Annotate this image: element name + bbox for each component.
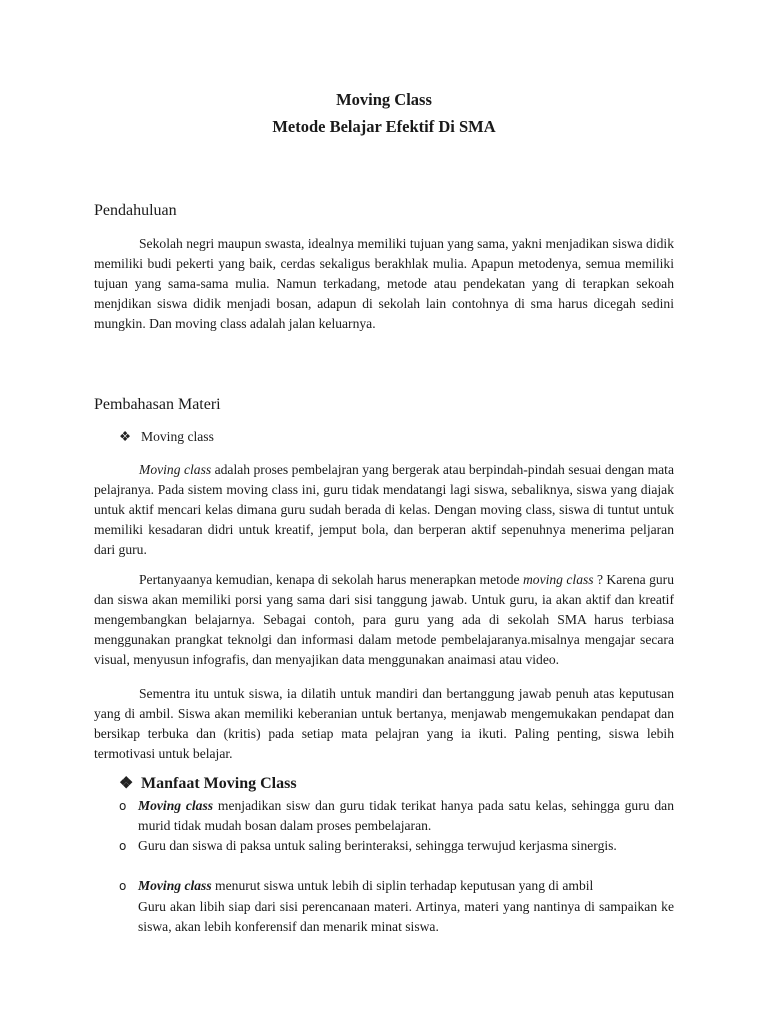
document-subtitle: Metode Belajar Efektif Di SMA — [272, 117, 496, 136]
manfaat-item-2 — [119, 836, 674, 856]
p1-italic: Moving class — [139, 462, 212, 477]
m3-text: menurut siswa untuk lebih di siplin terhadap keputusan yang di ambil — [211, 878, 594, 893]
m1-bold: Moving class — [138, 798, 214, 813]
intro-heading: Pendahuluan — [94, 202, 177, 219]
manfaat-item-1 — [119, 796, 674, 836]
bullet-manfaat — [119, 773, 297, 793]
intro-text: Sekolah negri maupun swasta, idealnya memiliki tujuan yang sama, yakni menjadikan siswa didik memiliki budi pekerti yang baik, cerdas sekaligus berakhlak mulia. Apapun metodenya, semua memiliki tujuan yang sama-sama mulia. Namun terkadang, metode atau pendekatan yang di terapkan sekoah menjdikan siswa didik menjadi bosan, adapun di sekolah lain contohnya di sma harus dicegah sedini mungkin. Dan moving class adalah jalan keluarnya. — [94, 236, 674, 331]
p1-text: adalah proses pembelajran yang bergerak atau berpindah-pindah sesuai dengan mata pelajranya. Pada sistem moving class ini, guru tidak mendatangi lagi siswa, sebaliknya, siswa yang diajak untuk aktif mencari kelas dimana guru sudah berada di kelas. Dengan moving class, siswa di tuntut untuk memiliki kesadaran didri untuk kreatif, jemput bola, dan berperan aktif sepenuhnya menerima peljaran dari guru. — [94, 462, 674, 557]
m1-text: menjadikan sisw dan guru tidak terikat hanya pada satu kelas, sehingga guru dan murid tidak mudah bosan dalam proses pembelajaran. — [138, 798, 674, 833]
m3-bold: Moving class — [138, 878, 212, 893]
p3-text: Sementra itu untuk siswa, ia dilatih untuk mandiri dan bertanggung jawab penuh atas keputusan yang di ambil. Siswa akan memiliki keberanian untuk bertanya, menjawab mengemukakan pendapat dan bersikap terbuka dan (kritis) pada setiap mata pelajran yang ia ikuti. Paling penting, siswa lebih termotivasi untuk belajar. — [94, 686, 674, 761]
paragraph-1 — [94, 460, 674, 560]
m2-text: Guru dan siswa di paksa untuk saling berinteraksi, sehingga terwujud kerjasma sinergis. — [138, 838, 617, 853]
bullet-label: Moving class — [141, 429, 214, 444]
intro-paragraph — [94, 234, 674, 334]
bullet-moving-class — [119, 429, 214, 445]
document-title: Moving Class — [336, 90, 432, 109]
paragraph-3 — [94, 684, 674, 764]
p2-text: ? Karena guru dan siswa akan memiliki porsi yang sama dari sisi tanggung jawab. Untuk guru, ia akan aktif dan kreatif mengembangkan belajarnya. Sebagai contoh, para guru yang ada di sekolah SMA harus terbiasa menggunakan prangkat teknolgi dan informasi dalam metode pembelajaranya.misalnya mengajar secara visual, menyusun infografis, dan menyajikan data menggunakan anaimasi atau video. — [94, 572, 674, 667]
manfaat-item-3 — [119, 876, 674, 896]
circle-bullet-icon: o — [119, 879, 127, 893]
circle-bullet-icon: o — [119, 799, 127, 813]
materi-heading: Pembahasan Materi — [94, 396, 221, 413]
paragraph-2 — [94, 570, 674, 670]
manfaat-item-4: Guru akan libih siap dari sisi perencanaan materi. Artinya, materi yang nantinya di sampaikan ke siswa, akan lebih konferensif dan menarik minat siswa. — [138, 899, 674, 934]
p2-italic: moving class — [522, 572, 594, 587]
circle-bullet-icon: o — [119, 839, 127, 853]
manfaat-heading: Manfaat Moving Class — [141, 775, 297, 792]
diamond-bullet-icon: ❖ — [119, 429, 132, 444]
p2-start: Pertanyaanya kemudian, kenapa di sekolah harus menerapkan metode — [139, 572, 523, 587]
diamond-bullet-icon: ❖ — [119, 775, 134, 792]
